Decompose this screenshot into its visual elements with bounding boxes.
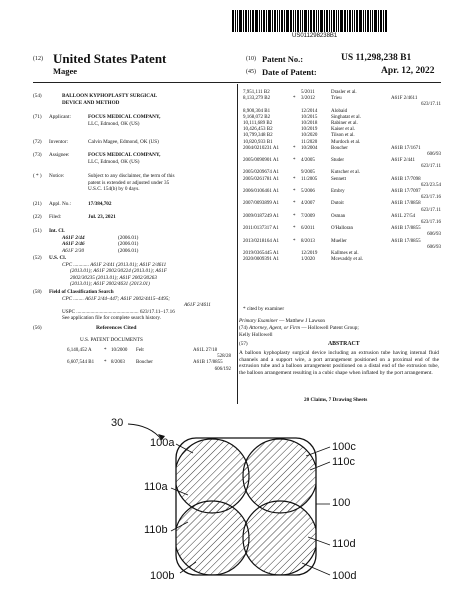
reference-date: 5/2006 bbox=[301, 189, 315, 194]
reference-number: 8,133,279 B2 bbox=[243, 96, 271, 102]
field-line2: A61F 2/4611 bbox=[184, 302, 211, 308]
appl-value: 17/384,702 bbox=[88, 201, 112, 207]
reference-number: 2005/0261781 A1 bbox=[243, 176, 279, 182]
refs-subheading: U.S. PATENT DOCUMENTS bbox=[80, 337, 143, 343]
reference-class-secondary: 528/28 bbox=[217, 354, 231, 360]
intcl-code: (51) bbox=[33, 228, 42, 234]
reference-date: 7/2009 bbox=[301, 213, 315, 219]
reference-name: Embry bbox=[331, 189, 345, 194]
reference-date: 3/2012 bbox=[301, 96, 315, 102]
inventor-surname: Magee bbox=[53, 66, 78, 76]
reference-date: 11/2020 bbox=[301, 139, 318, 145]
label-110a: 110a bbox=[144, 481, 168, 493]
title-code: (54) bbox=[33, 93, 42, 99]
label-110d: 110d bbox=[332, 538, 356, 550]
reference-class-secondary: 606/93 bbox=[427, 151, 441, 157]
reference-name: Dutoit bbox=[331, 201, 344, 207]
reference-mark: * bbox=[293, 213, 296, 219]
reference-date: 4/2007 bbox=[301, 201, 315, 207]
reference-mark: * bbox=[293, 201, 296, 207]
cpc-line1: CPC ............ A61F 2/441 (2013.01); A61F 2/4611 bbox=[62, 261, 167, 268]
reference-number: 2006/0106461 A1 bbox=[243, 189, 279, 194]
reference-class: A61B 17/7097 bbox=[391, 189, 421, 194]
cpc-line3: 2002/30235 (2013.01); A61F 2002/30263 bbox=[70, 274, 157, 281]
notice-line3: U.S.C. 154(b) by 0 days. bbox=[88, 186, 140, 192]
applicant-code: (71) bbox=[33, 114, 42, 120]
intcl-class: A61F 2/44 bbox=[62, 234, 85, 241]
reference-class: A61B 17/8855 bbox=[391, 226, 421, 232]
reference-name: Studer bbox=[331, 158, 345, 164]
intcl-year: (2006.01) bbox=[118, 247, 139, 254]
invention-title-line1: BALLOON KYPHOPLASTY SURGICAL bbox=[62, 93, 158, 99]
intcl-year: (2006.01) bbox=[118, 234, 139, 241]
reference-class: A61F 2/441 bbox=[391, 158, 416, 164]
reference-number: 10,426,453 B2 bbox=[243, 127, 273, 133]
intcl-class: A61F 2/46 bbox=[62, 241, 85, 247]
reference-name: Drasler et al. bbox=[331, 90, 357, 95]
inventor-value: Calvin Magee, Edmond, OK (US) bbox=[88, 139, 159, 145]
reference-number: 6,140,452 A bbox=[67, 348, 92, 353]
reference-number: 2020/0009391 A1 bbox=[243, 257, 279, 263]
notice-code: ( * ) bbox=[33, 173, 42, 179]
reference-name: Alobaid bbox=[331, 108, 348, 114]
reference-number: 2009/0187249 A1 bbox=[243, 213, 279, 219]
reference-mark: * bbox=[104, 360, 107, 366]
reference-number: 2005/0090901 A1 bbox=[243, 158, 279, 164]
label-110c: 110c bbox=[332, 456, 356, 468]
abstract-code: (57) bbox=[239, 341, 248, 347]
reference-mark: * bbox=[104, 348, 107, 353]
reference-number: 8,900,304 B1 bbox=[243, 108, 271, 114]
reference-mark: * bbox=[293, 176, 296, 182]
reference-name: Tilson et al. bbox=[331, 133, 355, 139]
reference-date: 1/2020 bbox=[301, 257, 315, 263]
reference-number: 6,607,544 B1 bbox=[67, 360, 95, 366]
patent-no-label: Patent No.: bbox=[262, 54, 304, 64]
label-100b: 100b bbox=[150, 570, 175, 582]
claims-summary: 20 Claims, 7 Drawing Sheets bbox=[304, 397, 368, 403]
reference-date: 4/2005 bbox=[301, 158, 315, 164]
reference-name: Osman bbox=[331, 213, 346, 219]
reference-mark: * bbox=[293, 226, 296, 232]
reference-name: Murdoch et al. bbox=[331, 139, 361, 145]
reference-name: Singhatat et al. bbox=[331, 114, 361, 120]
examiner-value: — Matthew J Lawson bbox=[279, 318, 326, 324]
reference-date: 9/2005 bbox=[301, 170, 315, 176]
reference-number: 10,799,348 B2 bbox=[243, 133, 273, 139]
filed-code: (22) bbox=[33, 214, 42, 220]
label-100c: 100c bbox=[332, 441, 356, 453]
reference-name: Mueller bbox=[331, 238, 347, 244]
reference-class: A61B 17/7098 bbox=[391, 176, 421, 182]
reference-mark: * bbox=[293, 145, 296, 151]
abstract-heading: ABSTRACT bbox=[328, 341, 360, 347]
balloon-100b bbox=[175, 501, 249, 575]
reference-class: A61F 2/4611 bbox=[391, 96, 418, 102]
reference-mark: * bbox=[293, 96, 296, 102]
attorney-value: — Hollowell Patent Group; bbox=[301, 325, 359, 331]
country-code: (12) bbox=[33, 56, 43, 62]
appl-label: Appl. No.: bbox=[49, 201, 72, 207]
reference-number: 2013/0218164 A1 bbox=[243, 238, 279, 244]
applicant-line1: FOCUS MEDICAL COMPANY, bbox=[88, 114, 161, 120]
filed-value: Jul. 23, 2021 bbox=[88, 214, 116, 220]
reference-date: 8/2013 bbox=[301, 238, 315, 244]
reference-number: 10,820,933 B1 bbox=[243, 139, 273, 145]
reference-number: 10,111,689 B2 bbox=[243, 120, 273, 126]
refs-code: (56) bbox=[33, 325, 42, 331]
label-100d: 100d bbox=[332, 570, 357, 582]
reference-class-secondary: 606/93 bbox=[427, 232, 441, 238]
applicant-line2: LLC, Edmond, OK (US) bbox=[88, 120, 140, 127]
reference-date: 10/2015 bbox=[301, 114, 318, 120]
reference-number: 2005/0209674 A1 bbox=[243, 170, 279, 176]
reference-class-secondary: 623/17.11 bbox=[421, 102, 441, 108]
applicant-label: Applicant: bbox=[49, 114, 71, 120]
reference-class: A61B 17/8855 bbox=[193, 360, 223, 366]
attorney-line2: Kelly Hollowell bbox=[239, 331, 273, 338]
reference-mark: * bbox=[293, 158, 296, 164]
assignee-label: Assignee: bbox=[49, 152, 70, 158]
field-code: (58) bbox=[33, 289, 42, 295]
reference-name: O'Halloran bbox=[331, 226, 354, 232]
reference-name: Kutscher et al. bbox=[331, 170, 361, 176]
examiner-label: Primary Examiner bbox=[239, 318, 278, 324]
date-value: Apr. 12, 2022 bbox=[381, 66, 435, 76]
date-label: Date of Patent: bbox=[262, 67, 317, 77]
reference-date: 10/2000 bbox=[111, 348, 128, 353]
figure-ref-30: 30 bbox=[111, 417, 124, 429]
reference-class-secondary: 623/17.16 bbox=[420, 219, 441, 225]
reference-class-secondary: 623/23.54 bbox=[420, 182, 441, 188]
uscl-code: (52) bbox=[33, 255, 42, 261]
date-code: (45) bbox=[246, 69, 256, 75]
reference-date: 11/2005 bbox=[301, 176, 318, 182]
field-label: Field of Classification Search bbox=[49, 289, 114, 295]
field-line4: See application file for complete search history. bbox=[62, 315, 161, 321]
reference-class-secondary: 623/17.16 bbox=[420, 195, 441, 201]
reference-mark: * bbox=[293, 189, 296, 194]
reference-date: 8/2003 bbox=[111, 360, 125, 366]
reference-name: Sennett bbox=[331, 176, 346, 182]
filed-label: Filed: bbox=[49, 214, 62, 220]
reference-class: A61B 17/8855 bbox=[391, 238, 421, 244]
reference-class-secondary: 623/17.11 bbox=[421, 164, 441, 170]
reference-number: 2007/0093899 A1 bbox=[243, 201, 279, 207]
reference-number: 7,951,111 B2 bbox=[243, 90, 270, 95]
reference-class-secondary: 606/93 bbox=[427, 244, 441, 250]
reference-date: 5/2011 bbox=[301, 90, 315, 95]
label-100: 100 bbox=[332, 497, 351, 509]
reference-mark: * bbox=[293, 238, 296, 244]
reference-name: Felt bbox=[136, 348, 144, 353]
attorney-label: Attorney, Agent, or Firm bbox=[248, 325, 301, 331]
reference-number: 2019/0365445 A1 bbox=[243, 250, 279, 256]
assignee-line2: LLC, Edmond, OK (US) bbox=[88, 158, 140, 165]
abstract-text: A balloon kyphoplasty surgical device including an extrusion tube having internal fluid channels and a support wire, a port arrangement positioned on a proximal end of the extrusion tube and a balloon arrangement positioned on a distal end of the extrusion tube, the balloon arrangement resulting in a cubic shape when inflated by the port arrangement. bbox=[239, 350, 439, 376]
reference-date: 6/2011 bbox=[301, 226, 315, 232]
reference-name: Boucher bbox=[136, 360, 153, 366]
reference-name: Trieu bbox=[331, 96, 342, 102]
appl-code: (21) bbox=[33, 201, 42, 207]
reference-number: 2011/0137317 A1 bbox=[243, 226, 279, 232]
inventor-label: Inventor: bbox=[49, 139, 69, 145]
cited-by-examiner: * cited by examiner bbox=[243, 306, 285, 312]
reference-class: A61L 27/18 bbox=[193, 348, 218, 353]
document-title: United States Patent bbox=[53, 51, 167, 66]
reference-class: A61B 17/8858 bbox=[391, 201, 421, 207]
reference-number: 2004/0210231 A1 bbox=[243, 145, 279, 151]
patent-no-value: US 11,298,238 B1 bbox=[341, 53, 412, 63]
reference-date: 10/2019 bbox=[301, 127, 318, 133]
reference-name: Mcevaddy et al. bbox=[331, 257, 364, 263]
assignee-code: (73) bbox=[33, 152, 42, 158]
field-line3: USPC ................................................ 623/17.11–17.16 bbox=[62, 308, 175, 315]
cpc-line4: (2013.01); A61F 2002/4631 (2013.01) bbox=[70, 281, 150, 287]
label-100a: 100a bbox=[150, 437, 175, 449]
reference-class: A61L 27/54 bbox=[391, 213, 416, 219]
cpc-line2: (2013.01); A61F 2002/30224 (2013.01); A61F bbox=[70, 268, 167, 274]
inventor-code: (72) bbox=[33, 139, 42, 145]
notice-line1: Subject to any disclaimer, the term of this bbox=[88, 173, 175, 179]
balloon-100d bbox=[243, 501, 317, 575]
attorney-code: (74) bbox=[239, 325, 248, 331]
refs-label: References Cited bbox=[96, 325, 137, 331]
intcl-class: A61F 2/30 bbox=[62, 247, 85, 254]
reference-date: 12/2019 bbox=[301, 250, 318, 256]
patent-number-top: US011298238B1 bbox=[292, 33, 338, 39]
reference-name: Boucher bbox=[331, 145, 348, 151]
intcl-label: Int. Cl. bbox=[49, 228, 65, 234]
reference-date: 10/2020 bbox=[301, 133, 318, 139]
notice-label: Notice: bbox=[49, 173, 65, 179]
field-line1: CPC ........ A61F 2/44–447; A61F 2002/4415–4495; bbox=[62, 295, 171, 302]
reference-date: 10/2004 bbox=[301, 145, 318, 151]
reference-class: A61B 17/1671 bbox=[391, 145, 421, 151]
intcl-year: (2006.01) bbox=[118, 241, 139, 247]
reference-name: Kallmes et al. bbox=[331, 250, 359, 256]
reference-number: 9,168,072 B2 bbox=[243, 114, 271, 120]
reference-date: 10/2018 bbox=[301, 120, 318, 126]
label-110b: 110b bbox=[144, 524, 168, 536]
uscl-label: U.S. Cl. bbox=[49, 255, 67, 261]
reference-class-secondary: 606/192 bbox=[214, 366, 231, 372]
invention-title-line2: DEVICE AND METHOD bbox=[62, 99, 120, 106]
assignee-line1: FOCUS MEDICAL COMPANY, bbox=[88, 152, 161, 158]
reference-name: Rabiner et al. bbox=[331, 120, 358, 126]
reference-date: 12/2014 bbox=[301, 108, 318, 114]
reference-class-secondary: 623/17.11 bbox=[421, 207, 441, 213]
notice-line2: patent is extended or adjusted under 35 bbox=[88, 179, 170, 186]
patent-no-code: (10) bbox=[246, 56, 256, 62]
reference-name: Kaiser et al. bbox=[331, 127, 356, 133]
